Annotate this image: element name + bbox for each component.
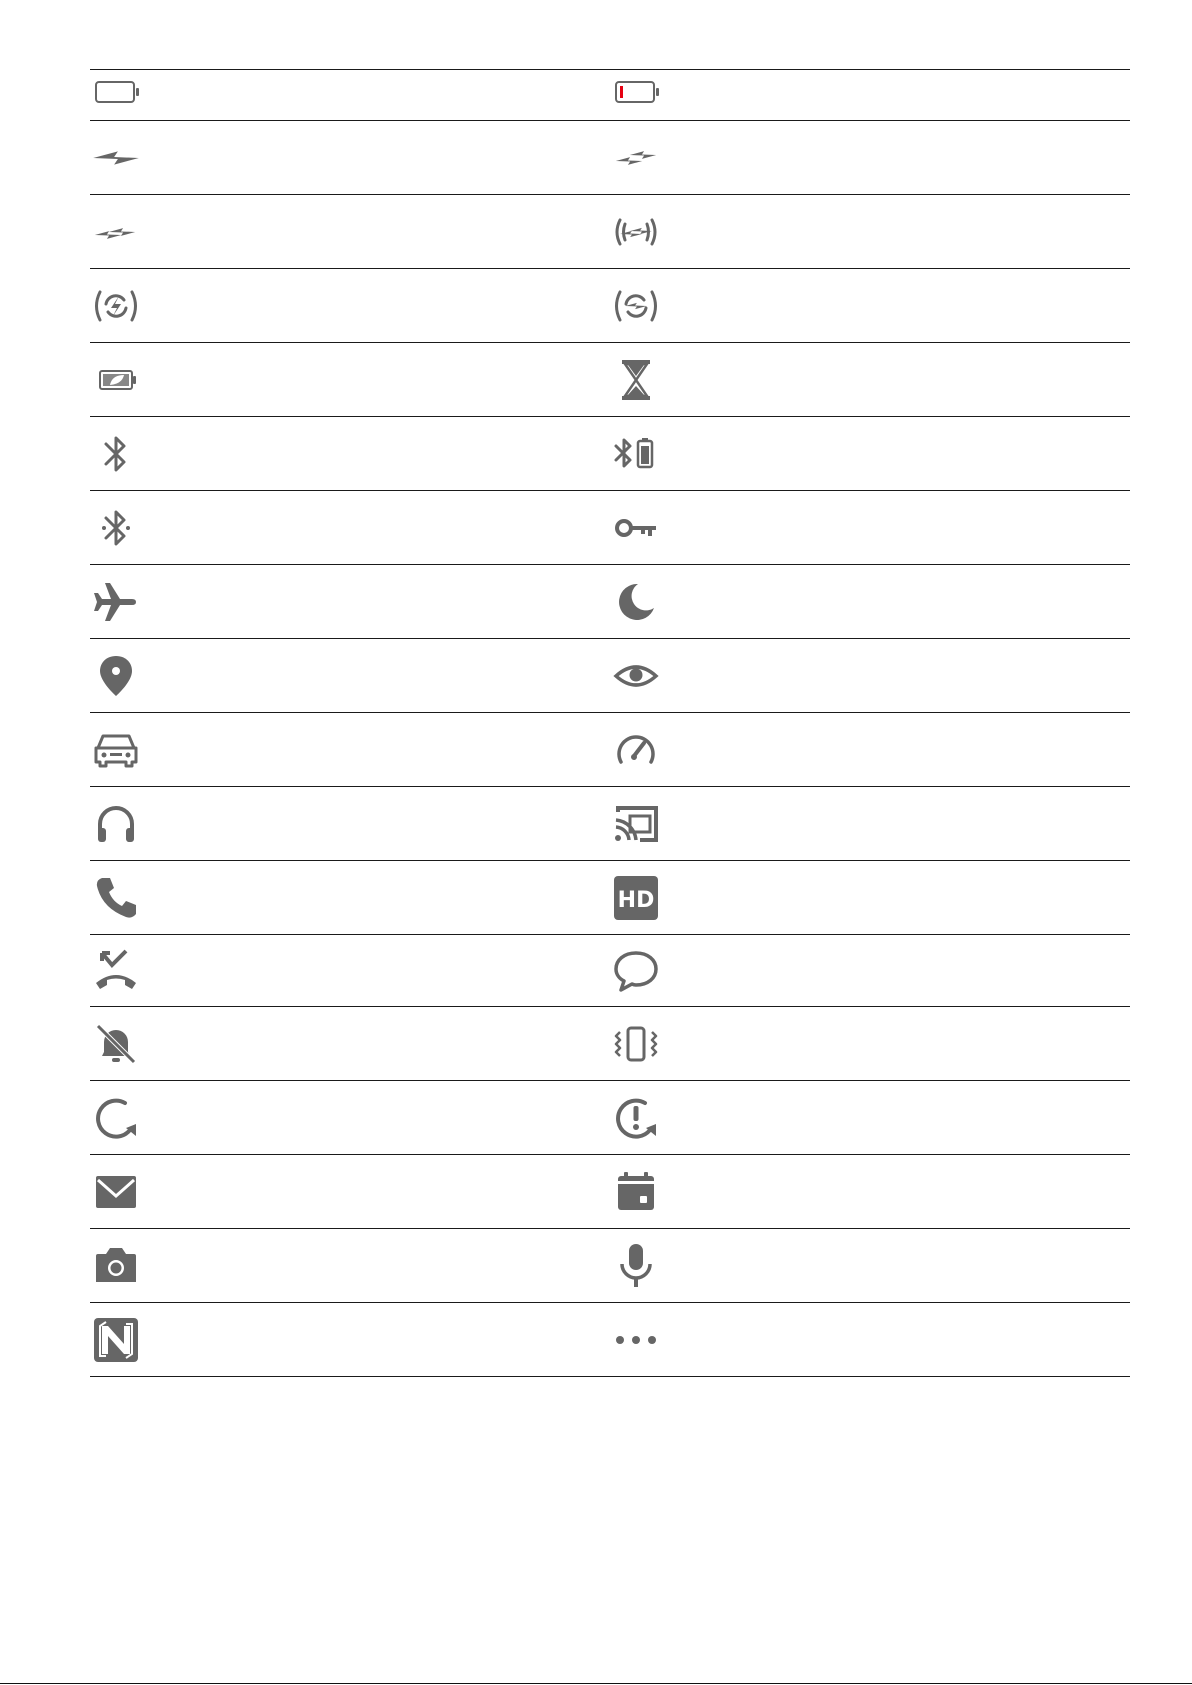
icon-cell-right	[610, 343, 1130, 416]
charging-icon	[92, 134, 140, 182]
icon-row	[90, 491, 1130, 565]
vibrate-icon	[612, 1020, 660, 1068]
icon-cell-right	[610, 491, 1130, 564]
bluetooth-icon	[92, 430, 140, 478]
icon-cell-left	[90, 565, 610, 638]
more-icon	[612, 1316, 660, 1364]
icon-cell-left	[90, 787, 610, 860]
icon-cell-right	[610, 195, 1130, 268]
icon-row	[90, 1155, 1130, 1229]
icon-row	[90, 935, 1130, 1007]
location-pin-icon	[92, 652, 140, 700]
icon-cell-right	[610, 70, 1130, 120]
icon-cell-right	[610, 861, 1130, 934]
icon-cell-left	[90, 639, 610, 712]
nfc-icon	[92, 1316, 140, 1364]
icon-row	[90, 787, 1130, 861]
bluetooth-connected-icon	[92, 504, 140, 552]
icon-row	[90, 417, 1130, 491]
icon-cell-right	[610, 269, 1130, 342]
icon-cell-left	[90, 1007, 610, 1080]
icon-row	[90, 70, 1130, 121]
mail-icon	[92, 1168, 140, 1216]
page-bottom-rule	[0, 1683, 1192, 1684]
icon-cell-left	[90, 935, 610, 1006]
icon-cell-left	[90, 861, 610, 934]
super-charging-icon	[612, 134, 660, 182]
headphones-icon	[92, 800, 140, 848]
icon-row	[90, 713, 1130, 787]
sync-error-icon	[612, 1094, 660, 1142]
cast-screen-icon	[612, 800, 660, 848]
calendar-icon	[612, 1168, 660, 1216]
status-icon-table	[90, 69, 1130, 1377]
phone-icon	[92, 874, 140, 922]
icon-cell-right	[610, 1303, 1130, 1376]
icon-cell-right	[610, 1229, 1130, 1302]
icon-cell-left	[90, 195, 610, 268]
icon-cell-right	[610, 565, 1130, 638]
sync-icon	[92, 1094, 140, 1142]
hourglass-icon	[612, 356, 660, 404]
icon-row	[90, 121, 1130, 195]
icon-cell-left	[90, 1155, 610, 1228]
icon-cell-left	[90, 121, 610, 194]
svg-text:HD: HD	[617, 887, 655, 913]
icon-cell-left	[90, 1081, 610, 1154]
camera-icon	[92, 1242, 140, 1290]
speedometer-icon	[612, 726, 660, 774]
battery-low-red-icon	[612, 71, 660, 119]
bell-muted-icon	[92, 1020, 140, 1068]
icon-cell-right	[610, 417, 1130, 490]
icon-cell-left	[90, 491, 610, 564]
bluetooth-battery-icon	[612, 430, 660, 478]
icon-cell-left	[90, 343, 610, 416]
icon-cell-right	[610, 1081, 1130, 1154]
wireless-charging-icon	[92, 282, 140, 330]
missed-call-icon	[92, 947, 140, 995]
icon-cell-right	[610, 639, 1130, 712]
airplane-icon	[92, 578, 140, 626]
moon-icon	[612, 578, 660, 626]
wireless-supercharge-icon	[612, 208, 660, 256]
icon-cell-right	[610, 787, 1130, 860]
hd-icon	[612, 874, 660, 922]
icon-cell-right	[610, 713, 1130, 786]
icon-row	[90, 195, 1130, 269]
microphone-icon	[612, 1242, 660, 1290]
eye-icon	[612, 652, 660, 700]
icon-row	[90, 343, 1130, 417]
icon-cell-left	[90, 417, 610, 490]
wireless-super-charging-icon	[612, 282, 660, 330]
icon-cell-right	[610, 935, 1130, 1006]
icon-cell-right	[610, 1155, 1130, 1228]
icon-row	[90, 639, 1130, 713]
icon-cell-left	[90, 713, 610, 786]
icon-row	[90, 861, 1130, 935]
icon-row	[90, 1007, 1130, 1081]
icon-row	[90, 1229, 1130, 1303]
icon-cell-left	[90, 70, 610, 120]
icon-row	[90, 269, 1130, 343]
icon-row	[90, 1303, 1130, 1377]
car-icon	[92, 726, 140, 774]
icon-cell-right	[610, 121, 1130, 194]
icon-cell-right	[610, 1007, 1130, 1080]
power-saving-battery-icon	[92, 356, 140, 404]
supercharge-icon	[92, 208, 140, 256]
message-bubble-icon	[612, 947, 660, 995]
icon-cell-left	[90, 1229, 610, 1302]
battery-empty-icon	[92, 71, 140, 119]
vpn-key-icon	[612, 504, 660, 552]
icon-row	[90, 1081, 1130, 1155]
icon-cell-left	[90, 269, 610, 342]
icon-row	[90, 565, 1130, 639]
icon-cell-left	[90, 1303, 610, 1376]
